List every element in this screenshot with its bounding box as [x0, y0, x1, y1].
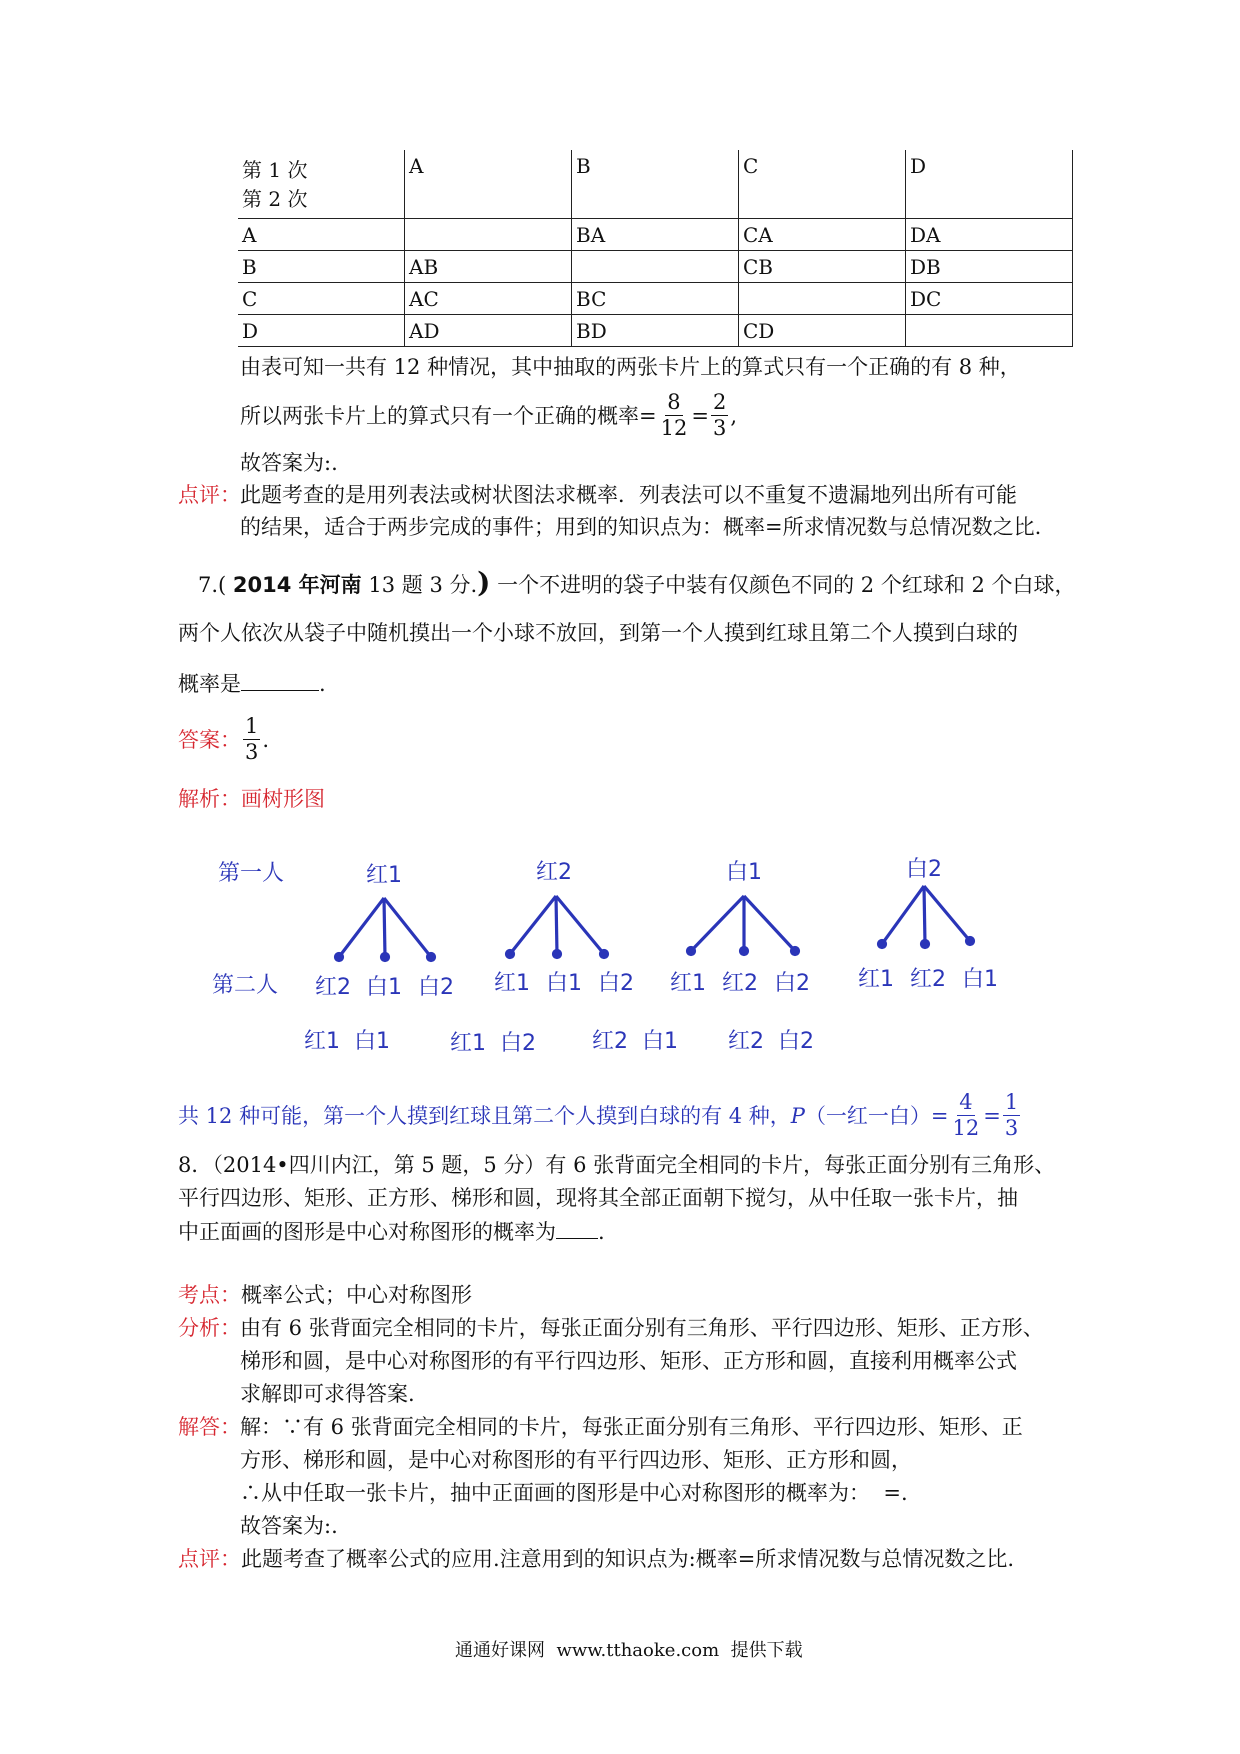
q8-dianping-line	[178, 1544, 1014, 1574]
q8-jieda-line2: 方形、梯形和圆，是中心对称图形的有平行四边形、矩形、正方形和圆，	[240, 1448, 912, 1472]
fraction-denominator: 3	[245, 740, 259, 764]
page-footer: 通通好课网 www.tthaoke.com 提供下载	[455, 1640, 803, 1661]
q6-comment-line1: 此题考查的是用列表法或树状图法求概率．列表法可以不重复不遗漏地列出所有可能	[240, 483, 1017, 507]
tree-node	[967, 938, 974, 945]
table-cell: CA	[739, 219, 906, 251]
tree-root: 红2	[536, 860, 572, 885]
table-cell: AD	[405, 315, 572, 347]
tree-branch	[924, 886, 970, 941]
q8-kaodian-text: 概率公式；中心对称图形	[241, 1283, 472, 1307]
favorable-outcome: 红2 白1	[592, 1029, 678, 1054]
q8-fenxi-line1: 由有 6 张背面完全相同的卡片，每张正面分别有三角形、平行四边形、矩形、正方形、	[240, 1316, 1044, 1340]
tree-branch	[556, 896, 604, 954]
punctuation: .	[262, 727, 270, 752]
tree-branch	[384, 898, 431, 957]
tree-node	[792, 948, 799, 955]
q7-close-paren: )	[477, 566, 491, 599]
tree-branch	[691, 896, 744, 951]
tree-node	[428, 954, 435, 961]
q7-analysis-label: 解析：	[178, 787, 241, 811]
table-cell: DB	[906, 251, 1073, 283]
q8-kaodian-line	[178, 1280, 472, 1310]
q7-summary-text: 共 12 种可能，第一个人摸到红球且第二个人摸到白球的有 4 种，	[178, 1103, 791, 1128]
table-header-cell: A	[405, 150, 572, 219]
tree-node	[336, 954, 343, 961]
fraction-numerator: 2	[712, 390, 727, 414]
tree-first-person-label: 第一人	[218, 861, 285, 886]
q8-dianping-text: 此题考查了概率公式的应用.注意用到的知识点为:概率=所求情况数与总情况数之比.	[241, 1547, 1015, 1571]
tree-branch	[384, 898, 385, 957]
tree-leaf: 红1	[494, 971, 530, 996]
table-cell: BA	[572, 219, 739, 251]
table-cell: CB	[739, 251, 906, 283]
fraction-denominator: 12	[952, 1116, 980, 1140]
tree-leaf: 白1	[366, 975, 402, 1000]
tree-branch	[339, 898, 384, 957]
favorable-outcome: 红1 白2	[450, 1031, 536, 1056]
q6-probability-text: 所以两张卡片上的算式只有一个正确的概率=	[240, 403, 657, 428]
probability-symbol: P	[790, 1103, 805, 1128]
tree-branch	[882, 886, 924, 944]
table-header-cell: C	[739, 150, 906, 219]
favorable-outcome: 红2 白2	[728, 1029, 814, 1054]
table-cell: C	[238, 283, 405, 315]
tree-branch	[556, 896, 557, 954]
tree-root: 白2	[906, 857, 942, 882]
q8-stem-line1: 8．（2014•四川内江，第 5 题，5 分）有 6 张背面完全相同的卡片，每张正面分别有三角形、	[178, 1153, 1056, 1177]
fraction-numerator: 1	[245, 714, 259, 738]
q8-dianping-label: 点评：	[178, 1547, 241, 1571]
tree-node	[601, 951, 608, 958]
q8-fenxi-label: 分析：	[178, 1316, 241, 1340]
favorable-outcome: 红1 白1	[304, 1029, 390, 1054]
equals-sign: =	[983, 1103, 1001, 1128]
q8-stem-line3	[178, 1216, 605, 1247]
table-cell: CD	[739, 315, 906, 347]
table-header-cell: B	[572, 150, 739, 219]
tree-branch	[924, 886, 925, 944]
q8-jieda-line1: 解：∵有 6 张背面完全相同的卡片，每张正面分别有三角形、平行四边形、矩形、正	[240, 1415, 1023, 1439]
table-cell: AB	[405, 251, 572, 283]
q7-answer-label: 答案：	[178, 727, 241, 752]
fraction-numerator: 8	[667, 390, 681, 414]
q6-comment-line2: 的结果，适合于两步完成的事件；用到的知识点为：概率=所求情况数与总情况数之比.	[240, 515, 1042, 539]
tree-node	[382, 954, 389, 961]
table-cell: D	[238, 315, 405, 347]
header-second-draw: 第 2 次	[242, 187, 308, 211]
q7-source: 2014 年河南	[232, 573, 362, 597]
q7-summary-fraction-4-12	[951, 1092, 982, 1139]
q8-kaodian-label: 考点：	[178, 1283, 241, 1307]
tree-node	[879, 941, 886, 948]
q8-fenxi-line2: 梯形和圆，是中心对称图形的有平行四边形、矩形、正方形和圆，直接利用概率公式	[240, 1349, 1017, 1373]
tree-leaf: 红1	[858, 967, 894, 992]
tree-second-person-label: 第二人	[212, 973, 279, 998]
q6-conclusion-line1: 由表可知一共有 12 种情况，其中抽取的两张卡片上的算式只有一个正确的有 8 种，	[240, 355, 1021, 379]
tree-node	[922, 941, 929, 948]
fraction-numerator: 4	[959, 1090, 973, 1114]
q8-stem-line2: 平行四边形、矩形、正方形、梯形和圆，现将其全部正面朝下搅匀，从中任取一张卡片，抽	[178, 1186, 1018, 1210]
tree-leaf: 红2	[910, 967, 946, 992]
fraction-numerator: 1	[1004, 1090, 1019, 1114]
q8-jieda-line4: 故答案为:.	[240, 1514, 338, 1538]
q7-stem-text: 概率是	[178, 672, 241, 696]
table-cell: BC	[572, 283, 739, 315]
q8-stem-text: 中正面画的图形是中心对称图形的概率为	[178, 1220, 556, 1244]
tree-leaf: 白2	[598, 971, 634, 996]
tree-leaf: 白2	[774, 971, 810, 996]
tree-leaf: 白1	[962, 967, 998, 992]
tree-node	[741, 948, 748, 955]
tree-node	[507, 951, 514, 958]
table-cell: DA	[906, 219, 1073, 251]
q7-source-detail: 13 题 3 分.	[368, 573, 478, 597]
tree-leaf: 红1	[670, 971, 706, 996]
table-cell: BD	[572, 315, 739, 347]
q8-jieda-label: 解答：	[178, 1415, 241, 1439]
q7-summary-line	[178, 1092, 1022, 1139]
q7-summary-fraction-1-3	[1003, 1092, 1020, 1139]
q6-answer-line: 故答案为:.	[240, 451, 338, 475]
q7-stem-line2: 两个人依次从袋子中随机摸出一个小球不放回，到第一个人摸到红球且第二个人摸到白球的	[178, 621, 1018, 645]
fraction-denominator: 3	[1004, 1116, 1019, 1140]
header-first-draw: 第 1 次	[242, 158, 308, 182]
tree-root: 白1	[726, 860, 762, 885]
answer-blank	[556, 1216, 598, 1239]
table-cell: AC	[405, 283, 572, 315]
tree-leaf: 红2	[315, 975, 351, 1000]
punctuation: ,	[730, 403, 738, 428]
equals-sign: =	[691, 403, 709, 428]
tree-node	[688, 948, 695, 955]
tree-node	[554, 951, 561, 958]
table-cell: DC	[906, 283, 1073, 315]
tree-leaf: 红2	[722, 971, 758, 996]
tree-branch	[744, 896, 795, 951]
tree-branch	[510, 896, 556, 954]
q7-summary-event: （一红一白）=	[804, 1103, 949, 1128]
tree-leaf: 白1	[546, 971, 582, 996]
q7-number: 7.(	[198, 573, 227, 597]
q6-comment-label: 点评：	[178, 483, 241, 507]
table-cell: A	[238, 219, 405, 251]
fraction-denominator: 3	[712, 416, 727, 440]
table-cell: B	[238, 251, 405, 283]
q8-fenxi-line3: 求解即可求得答案.	[240, 1382, 415, 1406]
fraction-denominator: 12	[660, 416, 688, 440]
q7-stem-text: 一个不进明的袋子中装有仅颜色不同的 2 个红球和 2 个白球，	[497, 573, 1076, 597]
q7-analysis-text: 画树形图	[241, 787, 325, 811]
tree-leaf: 白2	[418, 975, 454, 1000]
punctuation: .	[598, 1220, 605, 1244]
table-header-cell: D	[906, 150, 1073, 219]
punctuation: .	[319, 672, 326, 696]
tree-root: 红1	[366, 863, 402, 888]
q8-jieda-line3: ∴从中任取一张卡片，抽中正面画的图形是中心对称图形的概率为： =.	[240, 1481, 908, 1505]
